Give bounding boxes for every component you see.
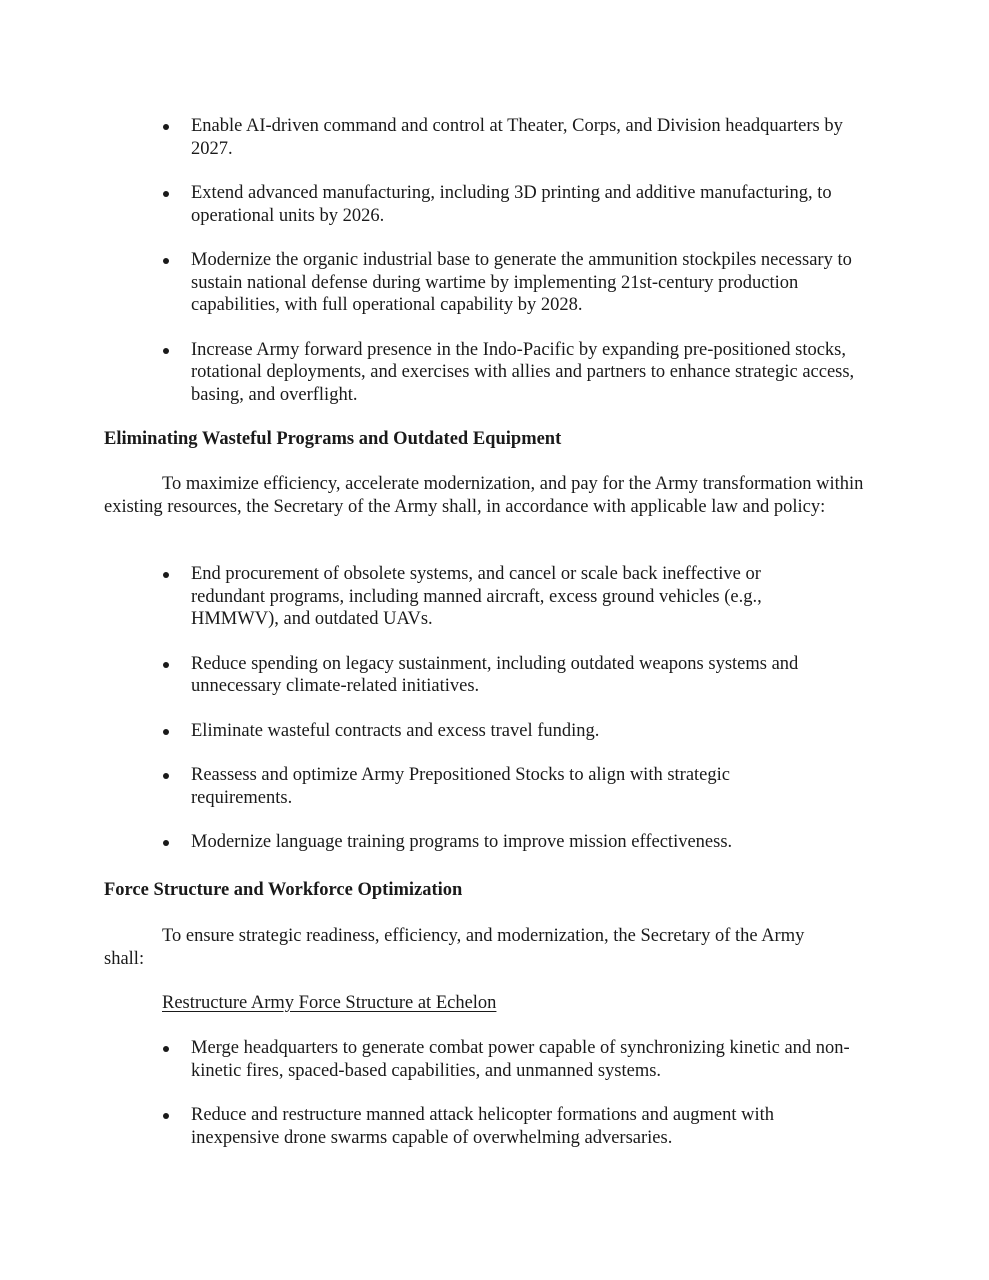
list-item (160, 1037, 860, 1082)
list-item-text: Extend advanced manufacturing, including 3D printing and additive manufacturing, to operational units by 2026. (191, 183, 832, 226)
bullet-icon (163, 348, 169, 354)
list-item (160, 563, 820, 631)
bullet-icon (163, 191, 169, 197)
bullet-icon (163, 662, 169, 668)
list-item (160, 831, 820, 854)
section-intro: To ensure strategic readiness, efficiency, and modernization, the Secretary of the Army shall: (104, 926, 805, 969)
list-item-text: End procurement of obsolete systems, and cancel or scale back ineffective or redundant programs, including manned aircraft, excess ground vehicles (e.g., HMMWV), and outdated UAVs. (191, 564, 762, 629)
list-item-text: Modernize language training programs to improve mission effectiveness. (191, 832, 733, 852)
bullet-list-top (160, 115, 860, 406)
list-item-text: Enable AI-driven command and control at Theater, Corps, and Division headquarters by 2027. (191, 116, 843, 159)
bullet-icon (163, 840, 169, 846)
list-item-text: Reduce and restructure manned attack helicopter formations and augment with inexpensive drone swarms capable of overwhelming adversaries. (191, 1105, 775, 1148)
list-item-text: Reassess and optimize Army Prepositioned Stocks to align with strategic requirements. (191, 765, 730, 808)
section-heading: Eliminating Wasteful Programs and Outdated Equipment (104, 429, 562, 449)
bullet-icon (163, 258, 169, 264)
list-item (160, 720, 820, 743)
bullet-list-section1 (160, 563, 820, 854)
bullet-icon (163, 1046, 169, 1052)
bullet-list-section2 (160, 1037, 860, 1149)
bullet-icon (163, 124, 169, 130)
list-item (160, 115, 860, 160)
list-item-text: Merge headquarters to generate combat power capable of synchronizing kinetic and non-kinetic fires, spaced-based capabilities, and unmanned systems. (191, 1038, 850, 1081)
list-item-text: Reduce spending on legacy sustainment, including outdated weapons systems and unnecessary climate-related initiatives. (191, 653, 799, 696)
subsection-heading: Restructure Army Force Structure at Echelon (162, 993, 497, 1013)
list-item (160, 764, 820, 809)
section-heading: Force Structure and Workforce Optimization (104, 880, 463, 900)
bullet-icon (163, 572, 169, 578)
section-intro: To maximize efficiency, accelerate modernization, and pay for the Army transformation within existing resources, the Secretary of the Army shall, in accordance with applicable law and policy: (104, 474, 864, 517)
list-item-text: Eliminate wasteful contracts and excess travel funding. (191, 720, 600, 741)
list-item (160, 653, 820, 698)
list-item-text: Increase Army forward presence in the Indo-Pacific by expanding pre-positioned stocks, rotational deployments, and exercises with allies and partners to enhance strategic access, basing, and overflight. (191, 339, 855, 405)
bullet-icon (163, 729, 169, 735)
bullet-icon (163, 773, 169, 779)
bullet-icon (163, 1113, 169, 1119)
list-item-text: Modernize the organic industrial base to generate the ammunition stockpiles necessary to sustain national defense during wartime by implementing 21st-century production capabilities, with full operational capability by 2028. (191, 250, 852, 315)
list-item (160, 182, 860, 227)
list-item (160, 249, 860, 317)
list-item (160, 1104, 860, 1149)
list-item (160, 339, 860, 407)
